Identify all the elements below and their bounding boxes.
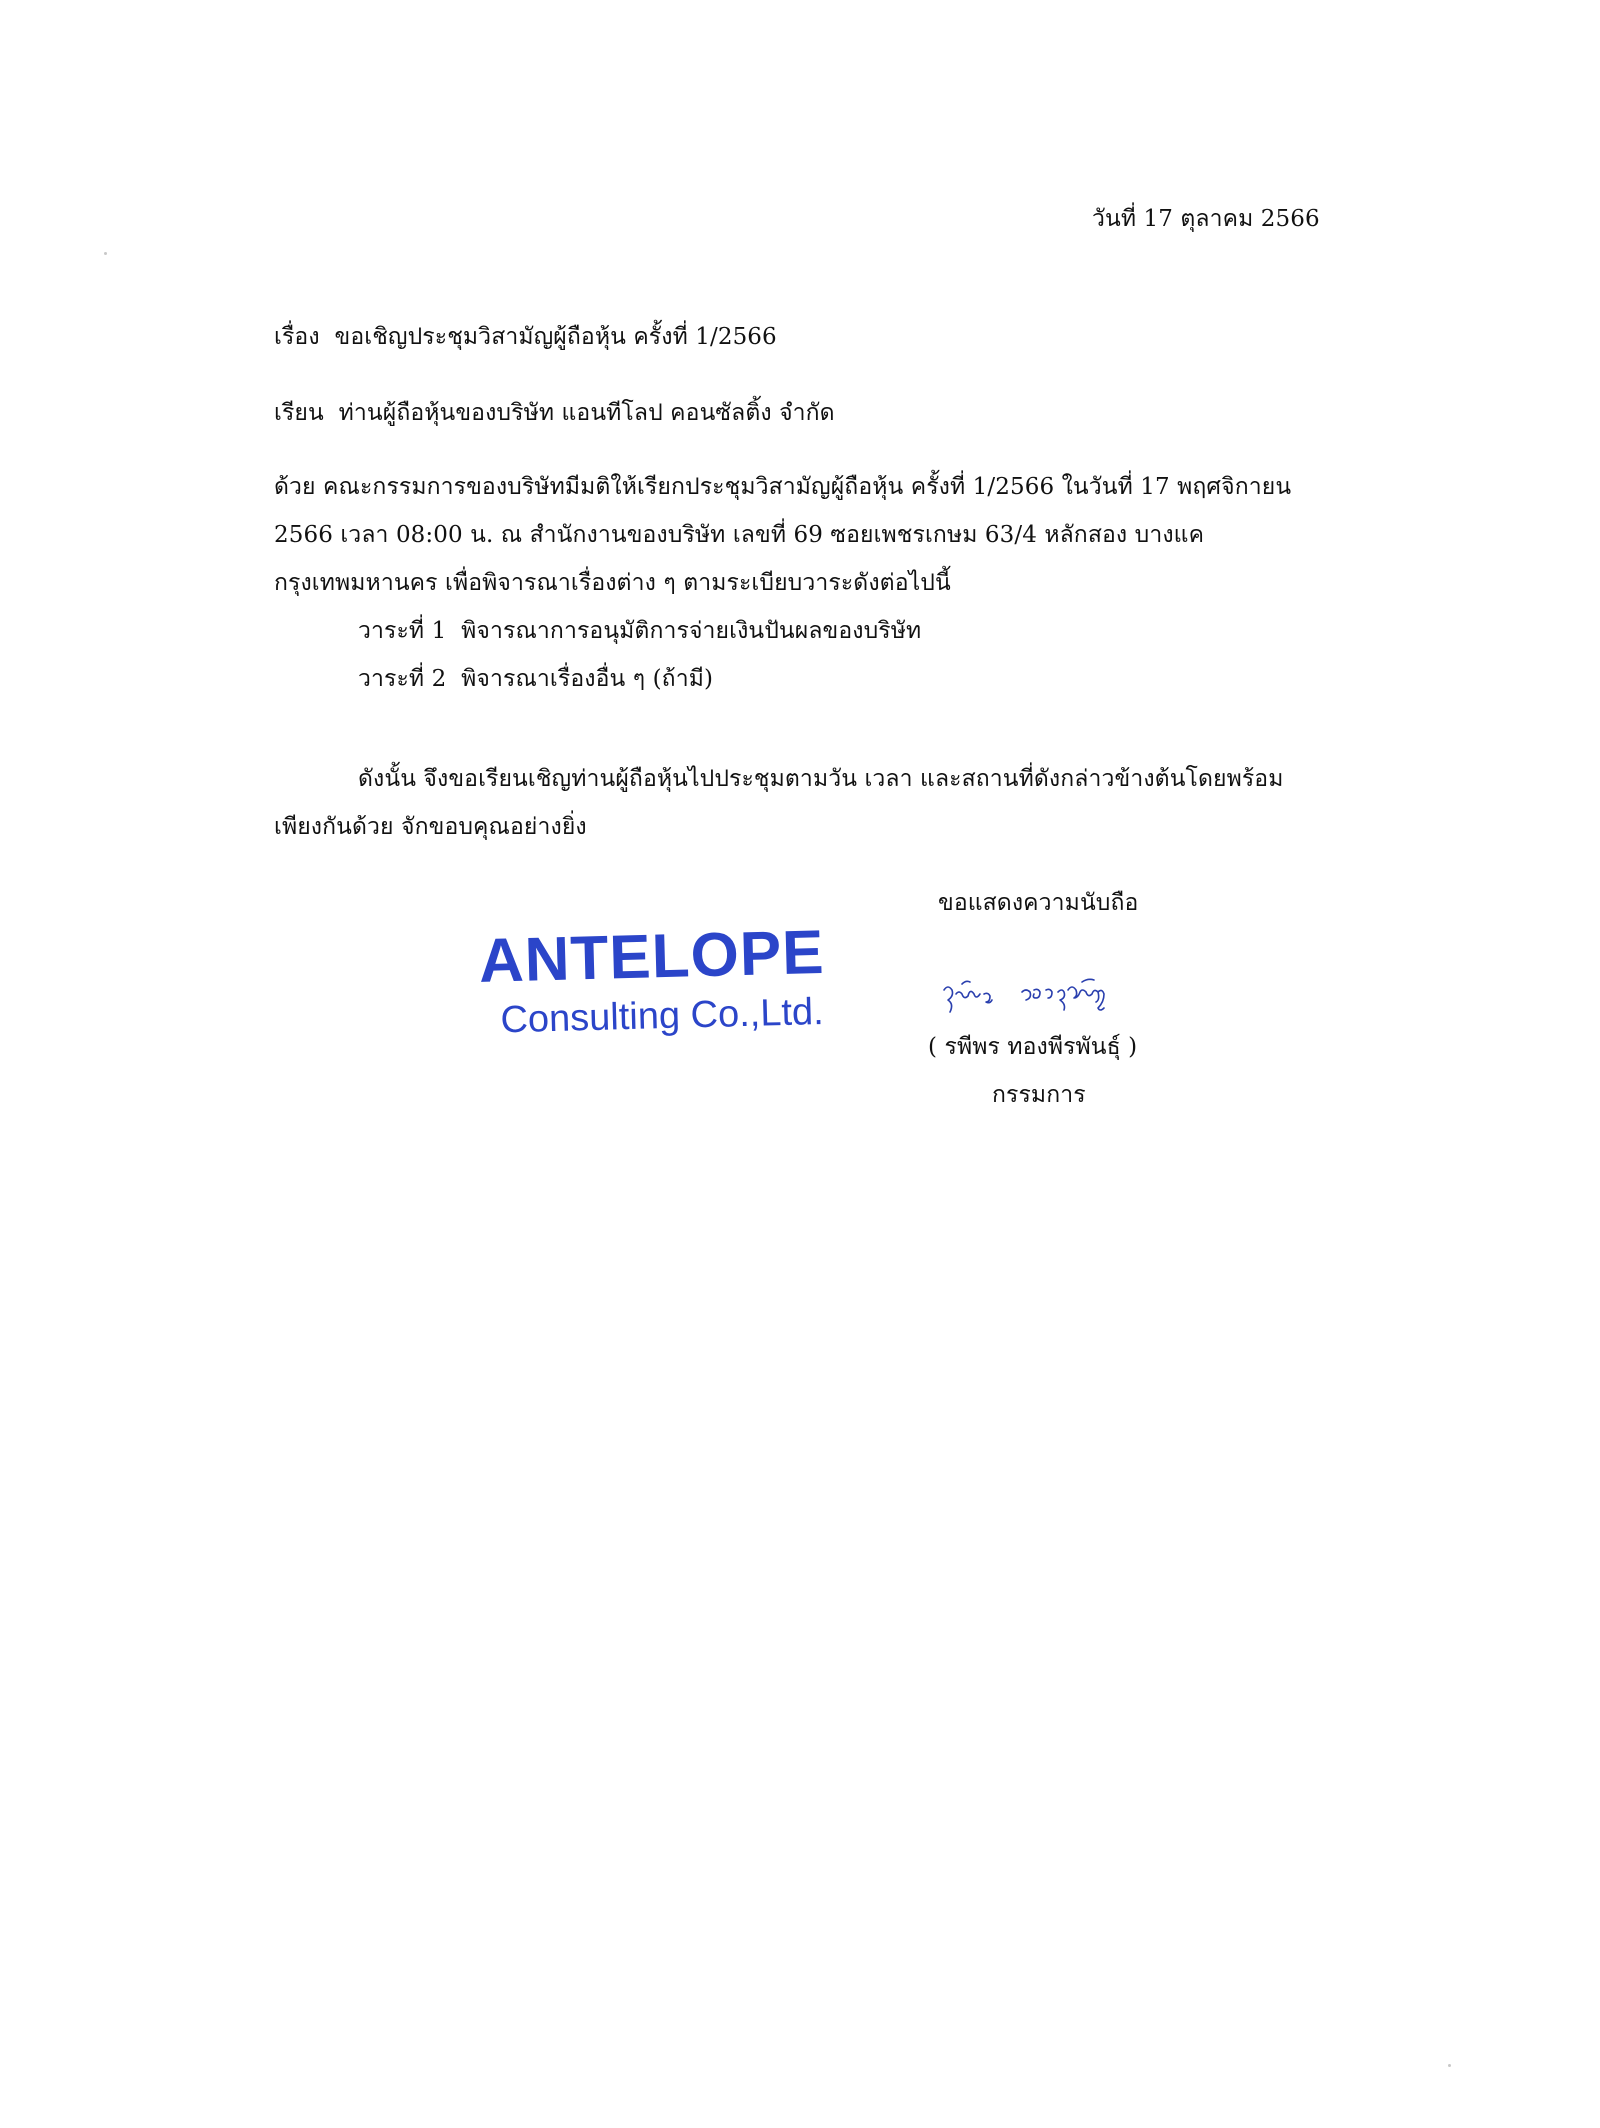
signatory-title: กรรมการ — [992, 1082, 1086, 1108]
agenda-text: พิจารณาเรื่องอื่น ๆ (ถ้ามี) — [461, 666, 714, 692]
scan-speck — [1448, 2064, 1451, 2067]
letter-date: วันที่ 17 ตุลาคม 2566 — [1092, 206, 1320, 232]
agenda-item-1 — [358, 616, 921, 646]
handwritten-signature — [938, 968, 1158, 1028]
company-stamp — [476, 917, 860, 1077]
signatory-name: ( รพีพร ทองพีรพันธุ์ ) — [928, 1034, 1138, 1060]
closing-line-2: เพียงกันด้วย จักขอบคุณอย่างยิ่ง — [274, 814, 587, 840]
body-line-1: ด้วย คณะกรรมการของบริษัทมีมติให้เรียกประชุมวิสามัญผู้ถือหุ้น ครั้งที่ 1/2566 ในวันที่ 17 พฤศจิกายน — [274, 474, 1292, 500]
subject-text: ขอเชิญประชุมวิสามัญผู้ถือหุ้น ครั้งที่ 1/2566 — [334, 324, 777, 350]
body-line-3: กรุงเทพมหานคร เพื่อพิจารณาเรื่องต่าง ๆ ตามระเบียบวาระดังต่อไปนี้ — [274, 570, 951, 596]
recipient-line — [274, 398, 835, 428]
scan-speck — [104, 252, 107, 255]
closing-line-1: ดังนั้น จึงขอเรียนเชิญท่านผู้ถือหุ้นไปประชุมตามวัน เวลา และสถานที่ดังกล่าวข้างต้นโดยพร้อม — [358, 766, 1284, 792]
agenda-label: วาระที่ 2 — [358, 666, 447, 692]
stamp-company-suffix: Consulting Co.,Ltd. — [500, 990, 825, 1042]
agenda-text: พิจารณาการอนุมัติการจ่ายเงินปันผลของบริษัท — [461, 618, 922, 644]
regards-text: ขอแสดงความนับถือ — [938, 890, 1139, 916]
agenda-item-2 — [358, 664, 713, 694]
agenda-label: วาระที่ 1 — [358, 618, 447, 644]
recipient-text: ท่านผู้ถือหุ้นของบริษัท แอนทีโลป คอนซัลติ้ง จำกัด — [338, 400, 835, 426]
recipient-label: เรียน — [274, 400, 324, 426]
subject-label: เรื่อง — [274, 324, 320, 350]
stamp-company-name: ANTELOPE — [478, 917, 826, 996]
subject-line — [274, 322, 777, 352]
body-line-2: 2566 เวลา 08:00 น. ณ สำนักงานของบริษัท เลขที่ 69 ซอยเพชรเกษม 63/4 หลักสอง บางแค — [274, 522, 1205, 548]
